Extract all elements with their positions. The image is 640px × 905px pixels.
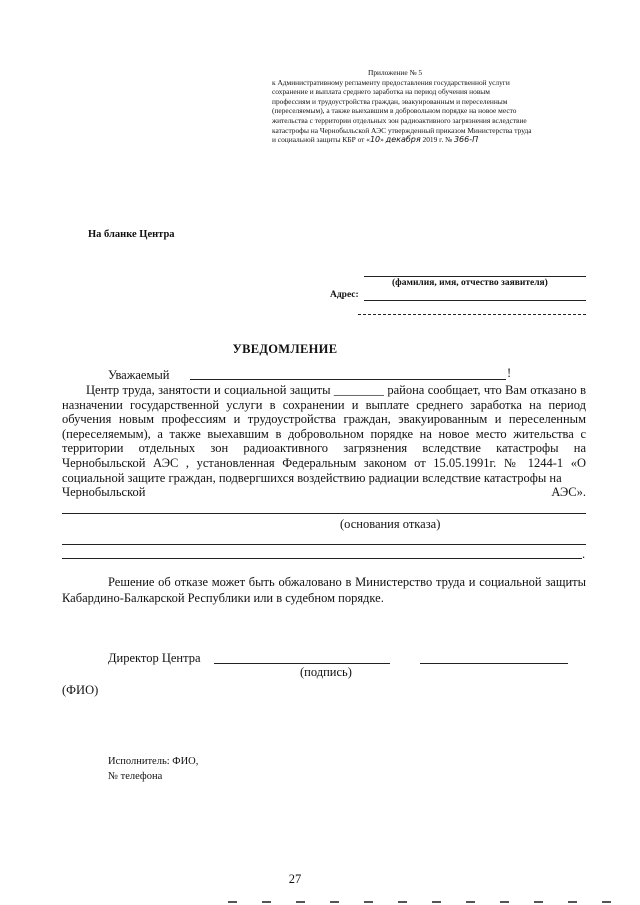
scan-artifact [466,901,475,903]
handwritten-day: 10 [369,135,381,145]
scan-artifact [364,901,373,903]
notice-body-last-line: Чернобыльской АЭС». [62,485,586,500]
handwritten-month: декабря [385,135,421,145]
handwritten-number: 366-П [453,135,479,145]
appendix-line: профессиям и трудоустройства граждан, эвакуированным и переселенным [272,96,508,106]
scan-artifact [330,901,339,903]
notice-heading: УВЕДОМЛЕНИЕ [232,342,338,356]
appendix-line: (переселяемым), а также выехавшим в добровольном порядке на новое место [272,106,517,116]
appendix-line: сохранение и выплата среднего заработка на период обучения новым [272,87,490,97]
scan-artifact [398,901,407,903]
scan-artifact [296,901,305,903]
appendix-line: катастрофы на Чернобыльской АЭС утвержденный приказом Министерства труда [272,125,532,135]
addressee-line [190,379,506,380]
scan-artifact [500,901,509,903]
appendix-line: жительства с территории отдельных зон радиоактивного загрязнения вследствие [272,115,527,125]
page-number: 27 [288,872,302,886]
notice-body-text: Центр труда, занятости и социальной защиты ________ района сообщает, что Вам отказано в назначении государственной услуги в сохранении и выплате среднего заработка на период обучения новым профессиям и трудоустройства граждан, эвакуированным и переселенным (переселяемым), а также выехавшим в добровольном порядке на новое место жительства с территории отдельных зон радиоактивного загрязнения вследствие катастрофы на Чернобыльской АЭС , установленная Федеральным законом от 15.05.1991г. № 1244-1 «О социальной защите граждан, подвергшихся воздействию радиации вследствие катастрофы на [62,383,586,485]
scan-artifact [432,901,441,903]
address-label: Адрес: [330,290,359,300]
applicant-name-line [364,276,586,277]
address-line [364,300,586,301]
scan-artifact [262,901,271,903]
appendix-order-line: и социальной защиты КБР от «10» декабря 2019 г. № 366-П [272,135,479,145]
executor-block [108,754,198,784]
executor-phone: № телефона [108,771,163,782]
appendix-line: к Административному регламенту предоставления государственной услуги [272,77,510,87]
scan-artifact [568,901,577,903]
scan-artifact [534,901,543,903]
letterhead-note: На бланке Центра [88,229,175,240]
executor-name: Исполнитель: ФИО, [108,756,199,767]
director-name-line [420,663,568,664]
director-label: Директор Центра [108,651,201,665]
signature-caption: (подпись) [300,665,352,679]
address-line-2 [358,314,586,315]
notice-body [62,383,586,500]
reason-line [62,544,586,545]
reason-line [62,513,586,514]
appeal-paragraph: Решение об отказе может быть обжаловано в Министерство труда и социальной защиты Кабардино-Балкарской Республики или в судебном порядке. [62,575,586,605]
applicant-name-caption: (фамилия, имя, отчество заявителя) [392,278,548,288]
scan-artifact [228,901,237,903]
director-fio-label: (ФИО) [62,683,99,697]
reason-end-dot: . [582,547,586,561]
scan-artifact [602,901,611,903]
signature-line [214,663,390,664]
appendix-title: Приложение № 5 [368,68,423,77]
greeting: Уважаемый [108,368,170,382]
reason-line [62,558,582,559]
reason-caption: (основания отказа) [340,517,441,531]
appendix-header [272,68,592,145]
greeting-exclamation: ! [507,366,512,380]
